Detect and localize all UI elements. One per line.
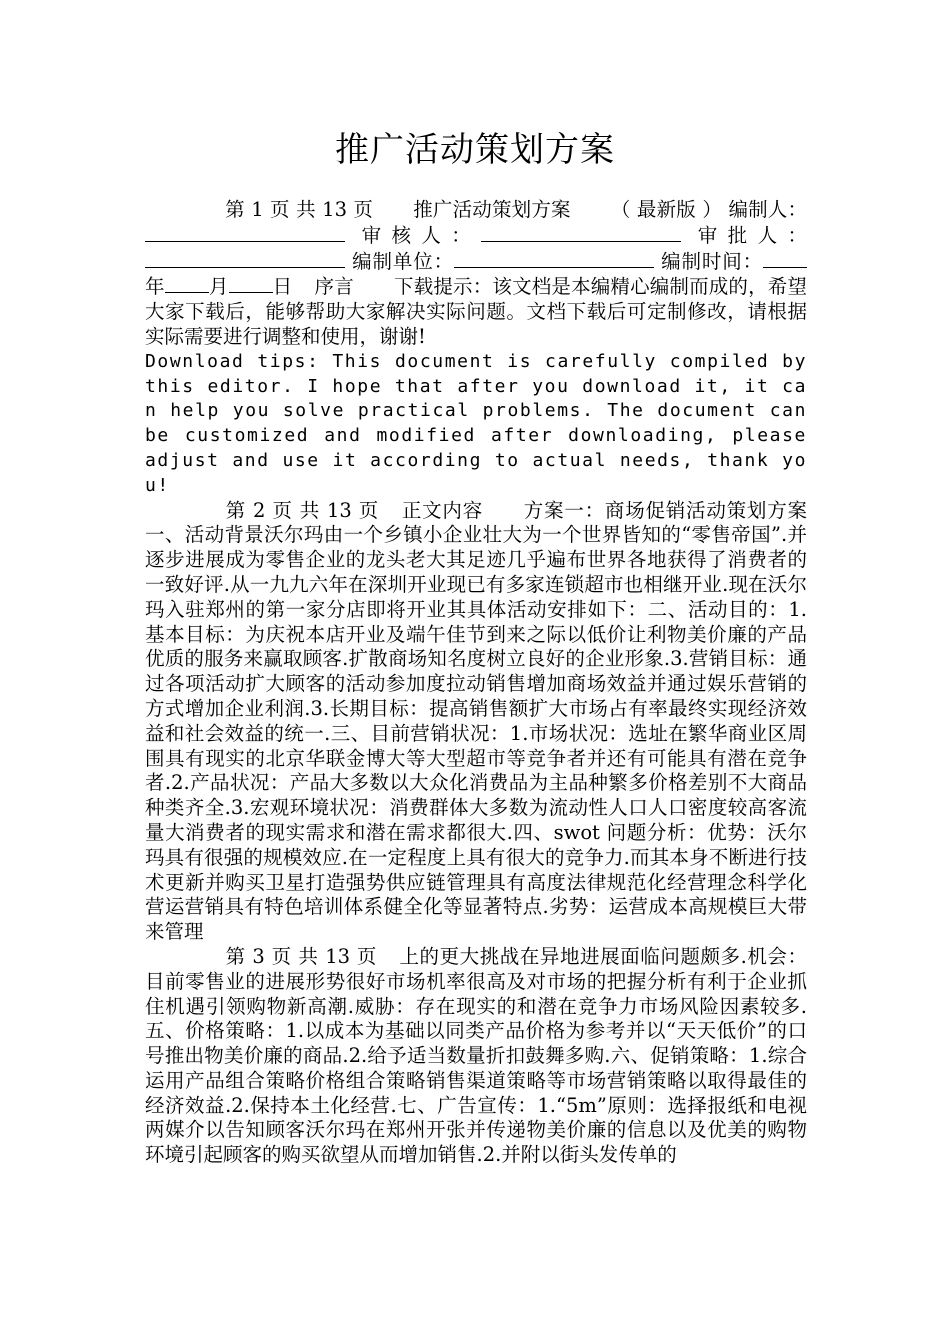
- approver-label-2: 人：: [757, 223, 807, 247]
- year-label: 年: [145, 275, 165, 299]
- time-label-2: 间：: [722, 249, 763, 273]
- time-label-1: 编制时: [661, 249, 723, 273]
- unit-label: 编制单位：: [352, 249, 454, 273]
- day-blank: [229, 274, 273, 293]
- page2-page-label: 第 2 页 共 13 页: [225, 498, 380, 522]
- page1-doc-name: 推广活动策划方案: [413, 198, 571, 221]
- day-label: 日: [272, 275, 293, 299]
- page1-block: [145, 198, 807, 350]
- page2-section-label: 正文内容: [401, 498, 483, 522]
- month-label: 月: [208, 275, 229, 299]
- download-tip-en: Download tips: This document is carefully compiled by this editor. I hope that after you download it, it can help you solve practical problems. The document can be customized and modified after downloading, please adjust and use it according to actual needs, thank you!: [145, 350, 807, 496]
- page3-body-text: 上的更大挑战在异地进展面临问题颇多.机会：目前零售业的进展形势很好市场机率很高及对市场的把握分析有利于企业抓住机遇引领购物新高潮.威胁：存在现实的和潜在竞争力市场风险因素较多.五、价格策略：1.以成本为基础以同类产品价格为参考并以“天天低价”的口号推出物美价廉的商品.2.给予适当数量折扣鼓舞多购.六、促销策略：1.综合运用产品组合策略价格组合策略销售渠道策略等市场营销策略以取得最佳的经济效益.2.保持本土化经营.七、广告宣传：1.“5m”原则：选择报纸和电视两媒介以告知顾客沃尔玛在郑州开张并传递物美价廉的信息以及优美的购物环境引起顾客的购买欲望从而增加销售.2.并附以街头发传单的: [145, 944, 807, 1167]
- editor-label: 编制人：: [728, 198, 807, 221]
- page3-block: [145, 945, 807, 1168]
- page1-page-label: 第 1 页 共 13 页: [225, 198, 374, 221]
- document-body: [145, 198, 807, 1168]
- document-title: 推广活动策划方案: [335, 130, 615, 170]
- page2-body-text: 方案一：商场促销活动策划方案一、活动背景沃尔玛由一个乡镇小企业壮大为一个世界皆知的“零售帝国”.并逐步进展成为零售企业的龙头老大其足迹几乎遍布世界各地获得了消费者的一致好评.从一九九六年在深圳开业现已有多家连锁超市也相继开业.现在沃尔玛入驻郑州的第一家分店即将开业其具体活动安排如下：二、活动目的：1.基本目标：为庆祝本店开业及端午佳节到来之际以低价让利物美价廉的产品优质的服务来赢取顾客.扩散商场知名度树立良好的企业形象.3.营销目标：通过各项活动扩大顾客的活动参加度拉动销售增加商场效益并通过娱乐营销的方式增加企业利润.3.长期目标：提高销售额扩大市场占有率最终实现经济效益和社会效益的统一.三、目前营销状况：1.市场状况：选址在繁华商业区周围具有现实的北京华联金博大等大型超市等竞争者并还有可能具有潜在竞争者.2.产品状况：产品大多数以大众化消费品为主品种繁多价格差别不大商品种类齐全.3.宏观环境状况：消费群体大多数为流动性人口人口密度较高客流量大消费者的现实需求和潜在需求都很大.四、swot 问题分析：优势：沃尔玛具有很强的规模效应.在一定程度上具有很大的竞争力.而其本身不断进行技术更新并购买卫星打造强势供应链管理具有高度法律规范化经营理念科学化营运营销具有特色培训体系健全化等显著特点.劣势：运营成本高规模巨大带来管理: [145, 498, 807, 944]
- month-blank: [165, 274, 209, 293]
- year-blank: [763, 249, 807, 268]
- reviewer-label: 审核人：: [361, 223, 482, 247]
- editor-blank: [145, 223, 345, 242]
- page2-block: [145, 499, 807, 945]
- page1-version: （ 最新版 ）: [610, 198, 723, 221]
- unit-blank: [454, 249, 654, 268]
- page3-page-label: 第 3 页 共 13 页: [225, 944, 377, 968]
- reviewer-blank: [481, 223, 681, 242]
- approver-label-1: 审批: [697, 223, 758, 247]
- download-tip-cn: 下载提示：该文档是本编精心编制而成的，希望大家下载后，能够帮助大家解决实际问题。文档下载后可定制修改，请根据实际需要进行调整和使用，谢谢!: [145, 275, 807, 348]
- approver-blank: [145, 249, 345, 268]
- preface-label: 序言: [314, 275, 354, 299]
